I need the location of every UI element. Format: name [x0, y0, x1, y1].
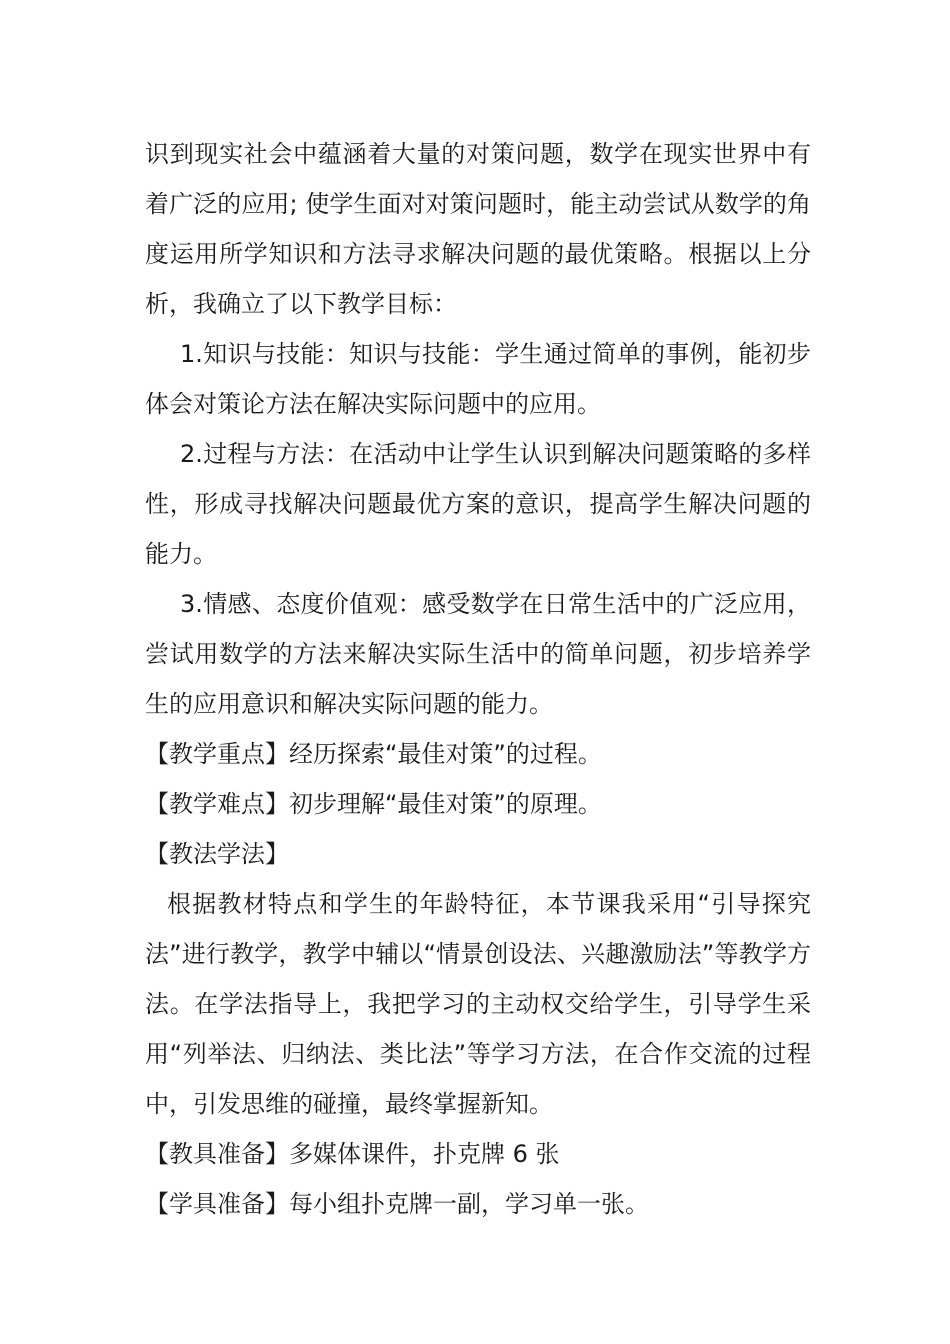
- paragraph-intro: 识到现实社会中蕴涵着大量的对策问题，数学在现实世界中有着广泛的应用; 使学生面对对策问题时，能主动尝试从数学的角度运用所学知识和方法寻求解决问题的最优策略。根据以上分析，我确立了以下教学目标：: [145, 140, 811, 318]
- paragraph-goal-knowledge: 1.知识与技能：知识与技能：学生通过简单的事例，能初步体会对策论方法在解决实际问题中的应用。: [145, 340, 811, 418]
- paragraph-methods-body: 根据教材特点和学生的年龄特征，本节课我采用“引导探究法”进行教学，教学中辅以“情景创设法、兴趣激励法”等教学方法。在学法指导上，我把学习的主动权交给学生，引导学生采用“列举法、归纳法、类比法”等学习方法，在合作交流的过程中，引发思维的碰撞，最终掌握新知。: [145, 890, 811, 1118]
- paragraph-goal-process: 2.过程与方法：在活动中让学生认识到解决问题策略的多样性，形成寻找解决问题最优方案的意识，提高学生解决问题的能力。: [145, 440, 811, 568]
- paragraph-learning-aids: 【学具准备】每小组扑克牌一副，学习单一张。: [145, 1190, 649, 1218]
- paragraph-teaching-aids: 【教具准备】多媒体课件，扑克牌 6 张: [145, 1140, 560, 1168]
- paragraph-key-point: 【教学重点】经历探索“最佳对策”的过程。: [145, 740, 602, 768]
- paragraph-methods-heading: 【教法学法】: [145, 840, 289, 868]
- paragraph-difficult-point: 【教学难点】初步理解“最佳对策”的原理。: [145, 790, 602, 818]
- document-body: [145, 129, 811, 1229]
- paragraph-goal-attitude: 3.情感、态度价值观：感受数学在日常生活中的广泛应用，尝试用数学的方法来解决实际生活中的简单问题，初步培养学生的应用意识和解决实际问题的能力。: [145, 590, 811, 718]
